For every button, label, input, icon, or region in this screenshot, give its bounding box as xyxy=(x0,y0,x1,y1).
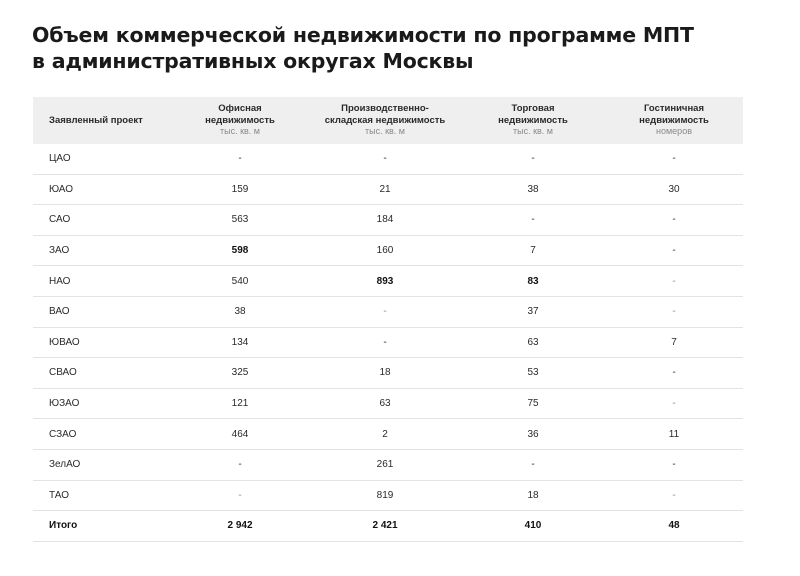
header-office-line2: недвижимость xyxy=(205,114,275,126)
hotel-cell: - xyxy=(672,214,676,226)
retail-cell: 7 xyxy=(530,245,536,257)
industrial-cell: 893 xyxy=(376,275,394,287)
industrial-cell: - xyxy=(383,306,387,318)
table-row xyxy=(33,297,743,328)
office-cell: - xyxy=(238,489,242,501)
total-industrial: 2 421 xyxy=(372,520,398,532)
hotel-cell: 30 xyxy=(668,183,680,195)
header-industrial-line1: Производственно- xyxy=(341,103,429,115)
retail-cell: 37 xyxy=(527,306,539,318)
industrial-cell: 21 xyxy=(379,183,391,195)
title-line-2: в административных округах Москвы xyxy=(32,49,474,73)
retail-cell: - xyxy=(531,459,535,471)
office-cell: - xyxy=(238,153,242,165)
header-retail-line1: Торговая xyxy=(511,103,555,115)
total-hotel: 48 xyxy=(668,520,680,532)
industrial-cell: 18 xyxy=(379,367,391,379)
title-line-1: Объем коммерческой недвижимости по программе МПТ xyxy=(32,23,694,47)
district-cell: САО xyxy=(49,214,71,226)
hotel-cell: - xyxy=(672,245,676,257)
industrial-cell: - xyxy=(383,336,387,348)
industrial-cell: 261 xyxy=(376,459,394,471)
district-cell: ЗАО xyxy=(49,245,70,257)
office-cell: 325 xyxy=(231,367,249,379)
table-row xyxy=(33,236,743,267)
table-row xyxy=(33,358,743,389)
header-hotel-line1: Гостиничная xyxy=(643,103,705,115)
header-retail xyxy=(463,97,603,144)
retail-cell: 36 xyxy=(527,428,539,440)
industrial-cell: 160 xyxy=(376,245,394,257)
hotel-cell: - xyxy=(672,306,676,318)
hotel-cell: - xyxy=(672,367,676,379)
header-hotel-unit: номеров xyxy=(656,126,692,137)
retail-cell: 38 xyxy=(527,183,539,195)
table-row xyxy=(33,266,743,297)
district-cell: ЗелАО xyxy=(49,459,81,471)
header-hotel-line2: недвижимость xyxy=(639,114,709,126)
district-cell: ТАО xyxy=(49,489,70,501)
retail-cell: - xyxy=(531,153,535,165)
header-industrial xyxy=(305,97,465,144)
total-retail: 410 xyxy=(524,520,542,532)
table-row xyxy=(33,481,743,512)
retail-cell: 83 xyxy=(527,275,539,287)
hotel-cell: - xyxy=(672,275,676,287)
hotel-cell: - xyxy=(672,153,676,165)
district-cell: ЮЗАО xyxy=(49,398,80,410)
page-title xyxy=(32,22,752,74)
industrial-cell: - xyxy=(383,153,387,165)
table-row xyxy=(33,205,743,236)
district-cell: ЮВАО xyxy=(49,336,80,348)
district-cell: ЮАО xyxy=(49,183,73,195)
office-cell: - xyxy=(238,459,242,471)
header-retail-unit: тыс. кв. м xyxy=(513,126,553,137)
hotel-cell: 11 xyxy=(668,428,680,440)
district-cell: ЦАО xyxy=(49,153,71,165)
industrial-cell: 184 xyxy=(376,214,394,226)
retail-cell: 53 xyxy=(527,367,539,379)
header-office xyxy=(163,97,317,144)
header-office-unit: тыс. кв. м xyxy=(220,126,260,137)
total-office: 2 942 xyxy=(227,520,253,532)
office-cell: 464 xyxy=(231,428,249,440)
hotel-cell: - xyxy=(672,459,676,471)
office-cell: 598 xyxy=(231,245,249,257)
district-cell: СВАО xyxy=(49,367,77,379)
office-cell: 159 xyxy=(231,183,249,195)
total-row xyxy=(33,511,743,542)
industrial-cell: 63 xyxy=(379,398,391,410)
office-cell: 121 xyxy=(231,398,249,410)
district-cell: ВАО xyxy=(49,306,70,318)
industrial-cell: 819 xyxy=(376,489,394,501)
header-industrial-line2: складская недвижимость xyxy=(324,114,446,126)
office-cell: 563 xyxy=(231,214,249,226)
retail-cell: - xyxy=(531,214,535,226)
retail-cell: 18 xyxy=(527,489,539,501)
hotel-cell: 7 xyxy=(671,336,677,348)
header-industrial-unit: тыс. кв. м xyxy=(365,126,405,137)
industrial-cell: 2 xyxy=(382,428,388,440)
table-row xyxy=(33,144,743,175)
header-project: Заявленный проект xyxy=(49,115,143,126)
table-row xyxy=(33,450,743,481)
total-label: Итого xyxy=(49,520,78,532)
office-cell: 38 xyxy=(234,306,246,318)
header-hotel xyxy=(601,97,747,144)
table-row xyxy=(33,328,743,359)
hotel-cell: - xyxy=(672,398,676,410)
header-retail-line2: недвижимость xyxy=(498,114,568,126)
office-cell: 134 xyxy=(231,336,249,348)
hotel-cell: - xyxy=(672,489,676,501)
table-row xyxy=(33,389,743,420)
table-row xyxy=(33,419,743,450)
table-header xyxy=(33,97,743,144)
retail-cell: 75 xyxy=(527,398,539,410)
table-row xyxy=(33,175,743,206)
retail-cell: 63 xyxy=(527,336,539,348)
header-office-line1: Офисная xyxy=(218,103,262,115)
office-cell: 540 xyxy=(231,275,249,287)
district-cell: НАО xyxy=(49,275,71,287)
district-cell: СЗАО xyxy=(49,428,77,440)
data-table xyxy=(33,97,743,542)
